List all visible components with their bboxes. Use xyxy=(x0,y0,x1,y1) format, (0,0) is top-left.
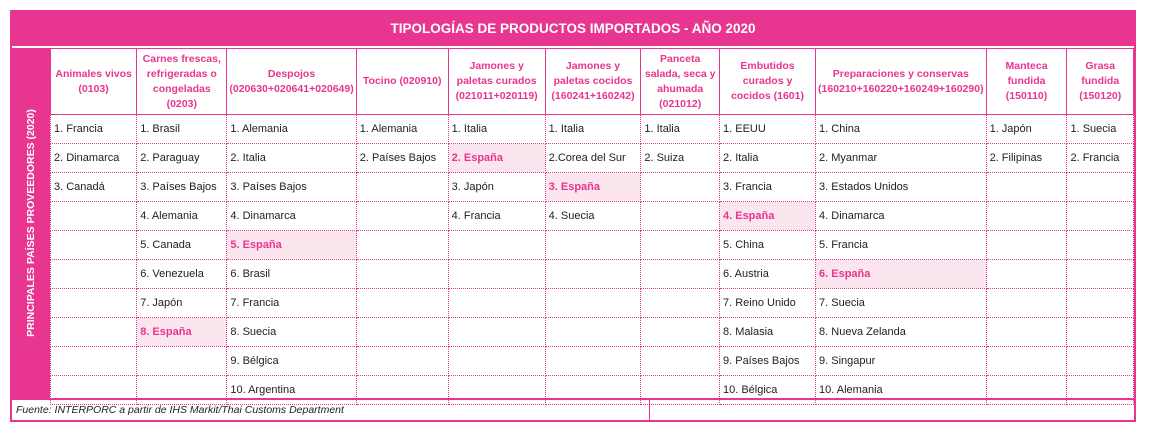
table-cell xyxy=(1067,318,1134,347)
table-cell xyxy=(448,318,545,347)
table-cell xyxy=(986,260,1067,289)
table-cell: 4. Francia xyxy=(448,202,545,231)
table-cell: 8. España xyxy=(137,318,227,347)
table-cell: 3. Francia xyxy=(720,173,816,202)
table-row xyxy=(51,173,1134,202)
column-header: Jamones y paletas cocidos (160241+160242) xyxy=(545,49,641,115)
table-cell xyxy=(641,202,720,231)
table-cell xyxy=(448,260,545,289)
table-cell: 2. Italia xyxy=(720,144,816,173)
table-frame xyxy=(10,10,1136,422)
table-cell: 1. Italia xyxy=(545,115,641,144)
column-header: Preparaciones y conservas (160210+160220+160249+160290) xyxy=(816,49,987,115)
table-cell: 2. Myanmar xyxy=(816,144,987,173)
table-cell: 9. Bélgica xyxy=(227,347,356,376)
table-cell: 6. Brasil xyxy=(227,260,356,289)
table-row xyxy=(51,115,1134,144)
table-cell: 7. Reino Unido xyxy=(720,289,816,318)
table-row xyxy=(51,144,1134,173)
table-cell xyxy=(356,260,448,289)
table-cell: 4. Suecia xyxy=(545,202,641,231)
table-cell: 4. España xyxy=(720,202,816,231)
table-cell xyxy=(356,202,448,231)
column-header: Tocino (020910) xyxy=(356,49,448,115)
table-cell: 4. Dinamarca xyxy=(227,202,356,231)
table-cell: 10. Argentina xyxy=(227,376,356,405)
column-header: Animales vivos (0103) xyxy=(51,49,137,115)
table-cell: 6. Venezuela xyxy=(137,260,227,289)
table-cell xyxy=(545,260,641,289)
side-label-bar xyxy=(12,48,50,398)
table-cell: 2. Suiza xyxy=(641,144,720,173)
table-cell: 6. Austria xyxy=(720,260,816,289)
table-cell: 3. Países Bajos xyxy=(137,173,227,202)
table-row xyxy=(51,202,1134,231)
table-cell xyxy=(545,347,641,376)
footer-divider xyxy=(12,398,1134,400)
table-cell xyxy=(51,260,137,289)
table-cell: 5. China xyxy=(720,231,816,260)
table-cell xyxy=(448,376,545,405)
table-cell xyxy=(641,173,720,202)
table-cell: 3. Países Bajos xyxy=(227,173,356,202)
table-cell: 8. Malasia xyxy=(720,318,816,347)
table-cell xyxy=(448,231,545,260)
table-cell: 4. Dinamarca xyxy=(816,202,987,231)
table-cell xyxy=(986,173,1067,202)
table-cell xyxy=(51,289,137,318)
table-cell xyxy=(545,289,641,318)
table-row xyxy=(51,260,1134,289)
footer-separator xyxy=(649,400,650,420)
table-cell xyxy=(448,347,545,376)
table-cell xyxy=(641,347,720,376)
table-cell: 10. Alemania xyxy=(816,376,987,405)
table-cell: 1. Alemania xyxy=(356,115,448,144)
table-cell xyxy=(356,231,448,260)
table-cell xyxy=(545,318,641,347)
table-cell: 10. Bélgica xyxy=(720,376,816,405)
table-cell xyxy=(137,347,227,376)
table-cell: 4. Alemania xyxy=(137,202,227,231)
table-cell: 7. Japón xyxy=(137,289,227,318)
table-cell: 5. Francia xyxy=(816,231,987,260)
column-header: Jamones y paletas curados (021011+020119) xyxy=(448,49,545,115)
column-header: Grasa fundida (150120) xyxy=(1067,49,1134,115)
column-header: Carnes frescas, refrigeradas o congeladas (0203) xyxy=(137,49,227,115)
table-cell xyxy=(641,231,720,260)
table-cell: 5. Canada xyxy=(137,231,227,260)
table-cell: 2. Filipinas xyxy=(986,144,1067,173)
side-label: PRINCIPALES PAÍSES PROVEEDORES (2020) xyxy=(25,109,37,337)
table-cell xyxy=(986,347,1067,376)
table-cell xyxy=(986,231,1067,260)
table-cell: 1. EEUU xyxy=(720,115,816,144)
table-cell: 3. Japón xyxy=(448,173,545,202)
table-cell xyxy=(545,376,641,405)
table-cell xyxy=(545,231,641,260)
table-cell: 2. Paraguay xyxy=(137,144,227,173)
table-cell: 9. Singapur xyxy=(816,347,987,376)
table-cell xyxy=(1067,173,1134,202)
table-cell: 5. España xyxy=(227,231,356,260)
table-cell xyxy=(1067,260,1134,289)
table-cell: 1. Suecia xyxy=(1067,115,1134,144)
source-note: Fuente: INTERPORC a partir de IHS Markit/Thai Customs Department xyxy=(16,404,344,416)
table-cell: 1. Italia xyxy=(448,115,545,144)
table-cell xyxy=(641,376,720,405)
table-cell xyxy=(51,318,137,347)
table-cell: 2. España xyxy=(448,144,545,173)
column-header: Embutidos curados y cocidos (1601) xyxy=(720,49,816,115)
table-cell xyxy=(986,289,1067,318)
table-cell: 7. Francia xyxy=(227,289,356,318)
column-header: Manteca fundida (150110) xyxy=(986,49,1067,115)
table-cell: 8. Suecia xyxy=(227,318,356,347)
header-row xyxy=(51,49,1134,115)
table-cell: 1. Brasil xyxy=(137,115,227,144)
table-cell: 7. Suecia xyxy=(816,289,987,318)
table-cell xyxy=(1067,347,1134,376)
column-header: Panceta salada, seca y ahumada (021012) xyxy=(641,49,720,115)
table-cell: 9. Países Bajos xyxy=(720,347,816,376)
table-cell: 1. Francia xyxy=(51,115,137,144)
table-cell xyxy=(356,173,448,202)
table-cell xyxy=(986,376,1067,405)
column-header: Despojos (020630+020641+020649) xyxy=(227,49,356,115)
table-cell: 2. Italia xyxy=(227,144,356,173)
table-title: TIPOLOGÍAS DE PRODUCTOS IMPORTADOS - AÑO 2020 xyxy=(12,12,1134,46)
table-cell xyxy=(641,318,720,347)
table-cell xyxy=(1067,202,1134,231)
table-row xyxy=(51,347,1134,376)
table-cell: 2. Dinamarca xyxy=(51,144,137,173)
table-cell: 3. Canadá xyxy=(51,173,137,202)
table-cell: 2. Países Bajos xyxy=(356,144,448,173)
table-cell xyxy=(1067,376,1134,405)
table-cell xyxy=(137,376,227,405)
table-cell xyxy=(986,202,1067,231)
table-cell: 3. España xyxy=(545,173,641,202)
table-row xyxy=(51,289,1134,318)
table-cell: 1. Japón xyxy=(986,115,1067,144)
table-cell xyxy=(51,202,137,231)
table-cell xyxy=(356,318,448,347)
table-row xyxy=(51,376,1134,405)
table-cell xyxy=(51,231,137,260)
table-cell xyxy=(1067,231,1134,260)
table-cell: 6. España xyxy=(816,260,987,289)
table-cell xyxy=(1067,289,1134,318)
table-cell: 2. Francia xyxy=(1067,144,1134,173)
table-cell: 2.Corea del Sur xyxy=(545,144,641,173)
table-cell xyxy=(641,289,720,318)
table-row xyxy=(51,318,1134,347)
table-cell xyxy=(51,347,137,376)
table-cell xyxy=(356,347,448,376)
table-cell xyxy=(356,289,448,318)
table-cell: 1. Alemania xyxy=(227,115,356,144)
table-cell xyxy=(641,260,720,289)
table-cell: 8. Nueva Zelanda xyxy=(816,318,987,347)
table-cell: 1. Italia xyxy=(641,115,720,144)
product-table xyxy=(50,48,1134,405)
table-cell xyxy=(986,318,1067,347)
table-cell: 3. Estados Unidos xyxy=(816,173,987,202)
table-cell xyxy=(51,376,137,405)
table-cell xyxy=(448,289,545,318)
table-row xyxy=(51,231,1134,260)
table-cell xyxy=(356,376,448,405)
table-cell: 1. China xyxy=(816,115,987,144)
